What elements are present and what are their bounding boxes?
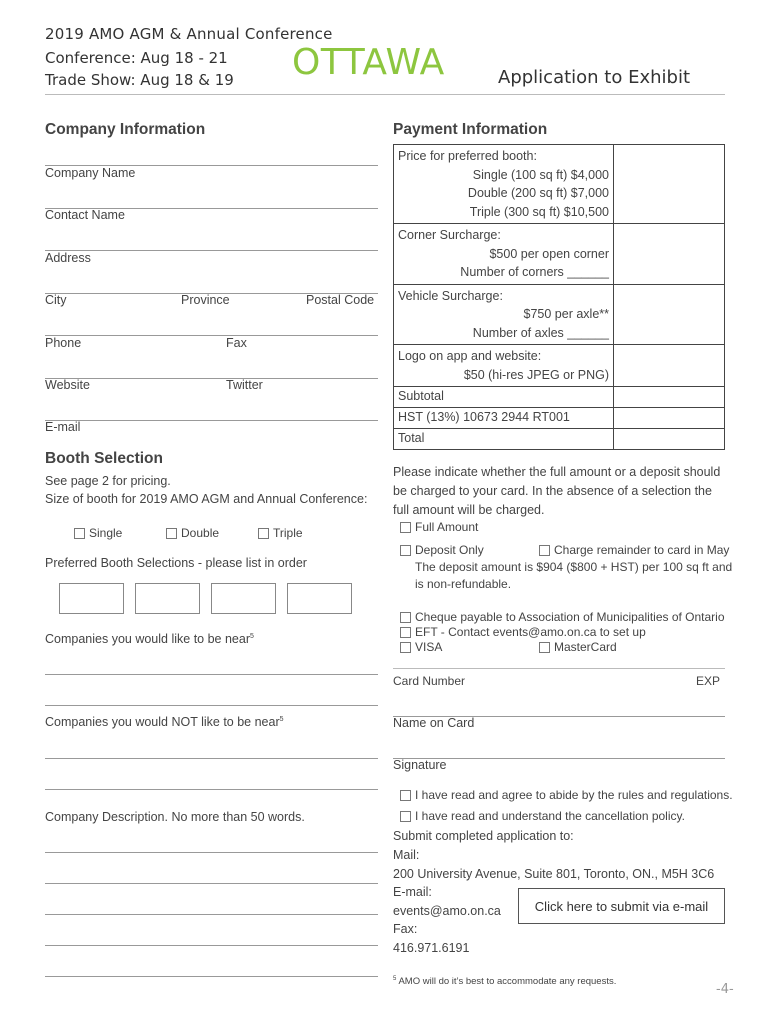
address-label: Address: [45, 251, 91, 265]
charge-instruction: Please indicate whether the full amount or a deposit should be charged to your card. In the absence of a selection the full amount will be charged.: [393, 465, 721, 517]
card-section-divider: [393, 668, 725, 669]
subtotal-label: Subtotal: [394, 387, 614, 408]
deposit-note-line-2: is non-refundable.: [415, 577, 512, 591]
mastercard-option[interactable]: [539, 640, 617, 654]
header-divider: [45, 94, 725, 95]
agree-rules-checkbox[interactable]: [400, 790, 411, 801]
logo-label: Logo on app and website:: [398, 349, 542, 363]
payment-information-heading: Payment Information: [393, 121, 548, 138]
cheque-option[interactable]: [400, 610, 725, 624]
charge-remainder-checkbox[interactable]: [539, 545, 550, 556]
submit-intro: Submit completed application to:: [393, 829, 574, 843]
agree-rules-label: I have read and agree to abide by the rules and regulations.: [415, 788, 733, 802]
not-near-companies-label: Companies you would NOT like to be near$^5$: [45, 715, 284, 729]
subtotal-row: [394, 387, 725, 408]
mail-address: 200 University Avenue, Suite 801, Toronto, ON., M5H 3C6: [393, 867, 715, 881]
conference-title: 2019 AMO AGM & Annual Conference: [45, 25, 333, 43]
description-line-2[interactable]: [45, 883, 378, 884]
description-line-1[interactable]: [45, 852, 378, 853]
logo-cell: [394, 345, 614, 387]
agree-cancel-option[interactable]: [400, 809, 685, 823]
single-label: Single: [89, 526, 123, 540]
agree-rules-option[interactable]: [400, 788, 733, 802]
pricing-table: [393, 144, 725, 450]
preferred-booth-1-input[interactable]: [59, 583, 124, 614]
not-near-companies-line-2[interactable]: [45, 789, 378, 790]
corner-row: [394, 224, 725, 285]
booth-size-label: Size of booth for 2019 AMO AGM and Annual Conference:: [45, 492, 368, 506]
cheque-checkbox[interactable]: [400, 612, 411, 623]
card-number-label: Card Number: [393, 674, 466, 688]
subtotal-amount-cell[interactable]: [614, 387, 725, 408]
single-price: Single (100 sq ft) $4,000: [472, 167, 609, 182]
company-description-label: Company Description. No more than 50 words.: [45, 810, 305, 824]
exp-label: EXP: [696, 674, 721, 688]
price-label: Price for preferred booth:: [398, 149, 537, 163]
booth-price-row: [394, 145, 725, 224]
total-amount-cell[interactable]: [614, 429, 725, 450]
double-label: Double: [181, 526, 220, 540]
total-row: [394, 429, 725, 450]
footnote: $^5$ AMO will do it’s best to accommodate any requests.: [393, 976, 617, 988]
full-amount-checkbox[interactable]: [400, 522, 411, 533]
description-line-4[interactable]: [45, 945, 378, 946]
triple-checkbox[interactable]: [258, 528, 269, 539]
logo-price: $50 (hi-res JPEG or PNG): [463, 367, 609, 382]
signature-label: Signature: [393, 758, 447, 772]
hst-row: [394, 408, 725, 429]
see-page-note: See page 2 for pricing.: [45, 474, 171, 488]
address-field[interactable]: [45, 250, 378, 251]
mail-label: Mail:: [393, 848, 420, 862]
hst-label: HST (13%) 10673 2944 RT001: [394, 408, 614, 429]
phone-label: Phone: [45, 336, 82, 350]
province-label: Province: [181, 293, 230, 307]
page-number: -4-: [716, 982, 734, 997]
vehicle-cell: [394, 284, 614, 345]
total-label: Total: [394, 429, 614, 450]
booth-price-cell: [394, 145, 614, 224]
near-companies-label: Companies you would like to be near$^5$: [45, 632, 254, 646]
deposit-only-label: Deposit Only: [415, 543, 484, 557]
company-name-label: Company Name: [45, 166, 136, 180]
logo-amount-cell[interactable]: [614, 345, 725, 387]
deposit-note-line-1: The deposit amount is $904 ($800 + HST) per 100 sq ft and: [415, 560, 733, 574]
full-amount-label: Full Amount: [415, 520, 479, 534]
mastercard-checkbox[interactable]: [539, 642, 550, 653]
website-label: Website: [45, 378, 90, 392]
near-companies-line-2[interactable]: [45, 705, 378, 706]
email-label-submit: E-mail:: [393, 885, 432, 899]
description-line-3[interactable]: [45, 914, 378, 915]
near-companies-line-1[interactable]: [45, 674, 378, 675]
twitter-label: Twitter: [226, 378, 263, 392]
eft-option[interactable]: [400, 625, 646, 639]
charge-remainder-label: Charge remainder to card in May: [554, 543, 730, 557]
email-field[interactable]: [45, 420, 378, 421]
deposit-only-checkbox[interactable]: [400, 545, 411, 556]
city-title: OTTAWA: [292, 42, 445, 83]
triple-price: Triple (300 sq ft) $10,500: [469, 204, 609, 219]
double-checkbox[interactable]: [166, 528, 177, 539]
visa-label: VISA: [415, 640, 443, 654]
full-amount-option[interactable]: [400, 520, 478, 534]
eft-label: EFT - Contact events@amo.on.ca to set up: [415, 625, 646, 639]
corner-label: Corner Surcharge:: [398, 228, 501, 242]
submit-email-button[interactable]: Click here to submit via e-mail: [518, 888, 725, 924]
company-information-heading: Company Information: [45, 121, 206, 138]
preferred-booth-3-input[interactable]: [211, 583, 276, 614]
mastercard-label: MasterCard: [554, 640, 617, 654]
agree-cancel-label: I have read and understand the cancellation policy.: [415, 809, 685, 823]
vehicle-count: Number of axles ______: [472, 325, 609, 340]
corner-amount-cell[interactable]: [614, 224, 725, 285]
booth-selection-heading: Booth Selection: [45, 450, 163, 467]
booth-option-triple[interactable]: [258, 526, 303, 540]
corner-price: $500 per open corner: [489, 246, 609, 261]
contact-name-label: Contact Name: [45, 208, 125, 222]
conference-dates: Conference: Aug 18 - 21: [45, 49, 228, 67]
vehicle-label: Vehicle Surcharge:: [398, 288, 503, 303]
vehicle-price: $750 per axle**: [523, 307, 609, 321]
vehicle-row: [394, 284, 725, 345]
preferred-booth-2-input[interactable]: [135, 583, 200, 614]
city-label: City: [45, 293, 67, 307]
phone-fax-field[interactable]: [45, 335, 378, 336]
preferred-booth-label: Preferred Booth Selections - please list in order: [45, 556, 307, 570]
postal-code-label: Postal Code: [306, 293, 375, 307]
booth-option-single[interactable]: [74, 526, 122, 540]
submit-fax: 416.971.6191: [393, 941, 470, 955]
submit-email[interactable]: events@amo.on.ca: [393, 904, 501, 918]
corner-count: Number of corners ______: [460, 265, 609, 279]
agree-cancel-checkbox[interactable]: [400, 811, 411, 822]
corner-cell: [394, 224, 614, 285]
hst-amount-cell[interactable]: [614, 408, 725, 429]
logo-row: [394, 345, 725, 387]
visa-checkbox[interactable]: [400, 642, 411, 653]
not-near-companies-line-1[interactable]: [45, 758, 378, 759]
fax-label: Fax: [226, 336, 247, 350]
website-twitter-field[interactable]: [45, 378, 378, 379]
visa-option[interactable]: [400, 640, 442, 654]
booth-option-double[interactable]: [166, 526, 219, 540]
double-price: Double (200 sq ft) $7,000: [467, 186, 609, 200]
booth-amount-cell[interactable]: [614, 145, 725, 224]
vehicle-amount-cell[interactable]: [614, 284, 725, 345]
charge-remainder-option[interactable]: [539, 543, 729, 557]
single-checkbox[interactable]: [74, 528, 85, 539]
eft-checkbox[interactable]: [400, 627, 411, 638]
triple-label: Triple: [273, 526, 303, 540]
preferred-booth-4-input[interactable]: [287, 583, 352, 614]
deposit-only-option[interactable]: [400, 543, 484, 557]
trade-show-dates: Trade Show: Aug 18 & 19: [45, 71, 234, 89]
fax-label-submit: Fax:: [393, 922, 418, 936]
cheque-label: Cheque payable to Association of Municipalities of Ontario: [415, 610, 725, 624]
document-title: Application to Exhibit: [498, 67, 691, 88]
name-on-card-label: Name on Card: [393, 716, 475, 730]
description-line-5[interactable]: [45, 976, 378, 977]
email-label: E-mail: [45, 420, 81, 434]
